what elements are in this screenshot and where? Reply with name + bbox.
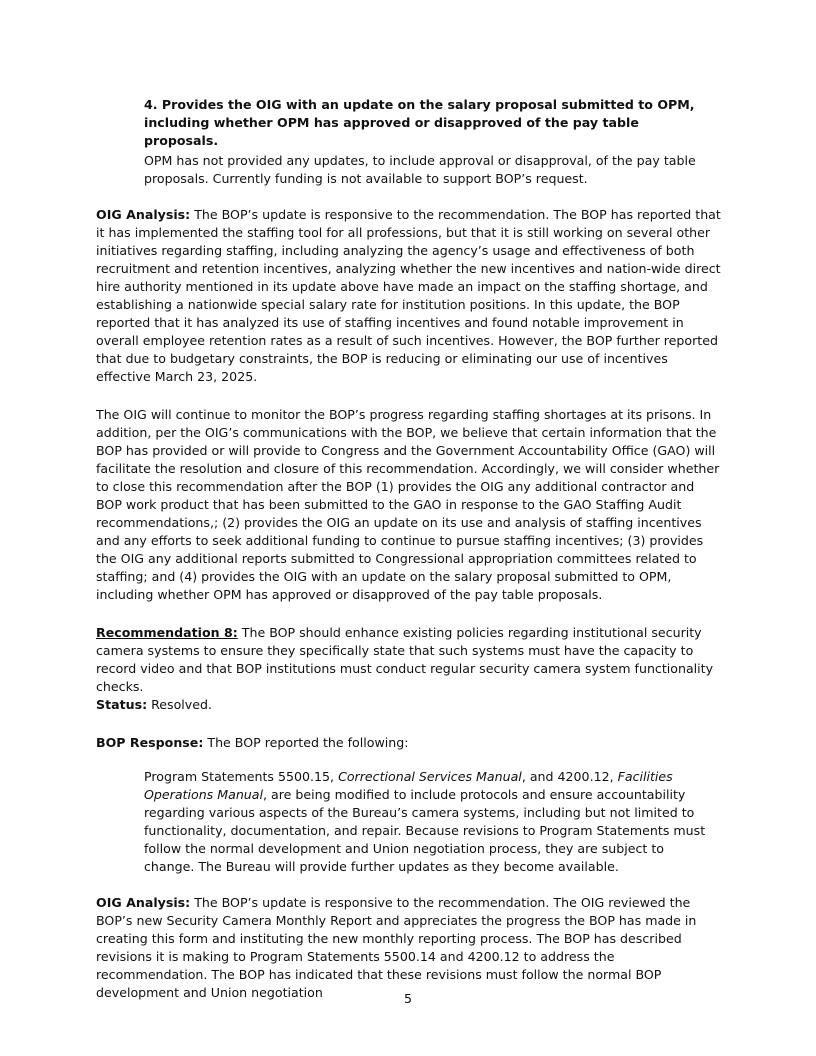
bop-response-paragraph (96, 734, 722, 752)
bop-response-text: The BOP reported the following: (203, 735, 409, 750)
oig-analysis-paragraph-1 (96, 206, 722, 386)
quote-text-2: , and 4200.12, (521, 769, 618, 784)
oig-analysis-label-2: OIG Analysis: (96, 895, 191, 910)
quote-text-3: , are being modified to include protocols and ensure accountability regarding various aspects of the Bureau’s camera systems, including but not limited to functionality, documentation, and repair. Because revisions to Program Statements must follow the normal development and Union negotiation process, they are subject to change. The Bureau will provide further updates as they become available. (144, 787, 706, 874)
status-paragraph (96, 696, 722, 714)
page-number: 5 (403, 991, 412, 1006)
oig-analysis-paragraph-2 (96, 894, 722, 1002)
quote-text-1: Program Statements 5500.15, (144, 769, 339, 784)
status-label: Status: (96, 697, 148, 712)
monitor-paragraph: The OIG will continue to monitor the BOP’s progress regarding staffing shortages at its prisons. In addition, per the OIG’s communications with the BOP, we believe that certain information that the BOP has provided or will provide to Congress and the Government Accountability Office (GAO) will facilitate the resolution and closure of this recommendation. Accordingly, we will consider whether to close this recommendation after the BOP (1) provides the OIG any additional contractor and BOP work product that has been submitted to the GAO in response to the GAO Staffing Audit recommendations,; (2) provides the OIG an update on its use and analysis of staffing incentives and any efforts to seek additional funding to continue to pursue staffing incentives; (3) provides the OIG any additional reports submitted to Congressional appropriation committees related to staffing; and (4) provides the OIG with an update on the salary proposal submitted to OPM, including whether OPM has approved or disapproved of the pay table proposals. (96, 407, 720, 602)
status-text: Resolved. (147, 697, 213, 712)
item4-text: OPM has not provided any updates, to include approval or disapproval, of the pay table proposals. Currently funding is not available to support BOP’s request. (144, 153, 696, 186)
quote-manual-2: Facilities Operations Manual (144, 769, 673, 802)
recommendation-8-label: Recommendation 8: (96, 625, 238, 640)
recommendation-8-paragraph (96, 624, 722, 696)
bop-response-quote (144, 768, 716, 876)
oig-analysis-text-2: The BOP’s update is responsive to the recommendation. The OIG reviewed the BOP’s new Security Camera Monthly Report and appreciates the progress the BOP has made in creating this form and instituting the new monthly reporting process. The BOP has described revisions it is making to Program Statements 5500.14 and 4200.12 to address the recommendation. The BOP has indicated that these revisions must follow the normal BOP development and Union negotiation (96, 895, 697, 1000)
oig-analysis-text: The BOP’s update is responsive to the recommendation. The BOP has reported that it has implemented the staffing tool for all professions, but that it is still working on several other initiatives regarding staffing, including analyzing the agency’s usage and effectiveness of both recruitment and retention incentives, analyzing whether the new incentives and nation-wide direct hire authority mentioned in its update above have made an impact on the staffing shortage, and establishing a nationwide special salary rate for institution positions. In this update, the BOP reported that it has analyzed its use of staffing incentives and found notable improvement in overall employee retention rates as a result of such incentives. However, the BOP further reported that due to budgetary constraints, the BOP is reducing or eliminating our use of incentives effective March 23, 2025. (96, 207, 721, 384)
item4-heading: 4. Provides the OIG with an update on the salary proposal submitted to OPM, including whether OPM has approved or disapproved of the pay table proposals. (144, 97, 695, 148)
oig-analysis-label: OIG Analysis: (96, 207, 191, 222)
recommendation-8-text: The BOP should enhance existing policies regarding institutional security camera systems to ensure they specifically state that such systems must have the capacity to record video and that BOP institutions must conduct regular security camera system functionality checks. (96, 625, 714, 694)
quote-manual-1: Correctional Services Manual (338, 769, 522, 784)
bop-response-label: BOP Response: (96, 735, 204, 750)
